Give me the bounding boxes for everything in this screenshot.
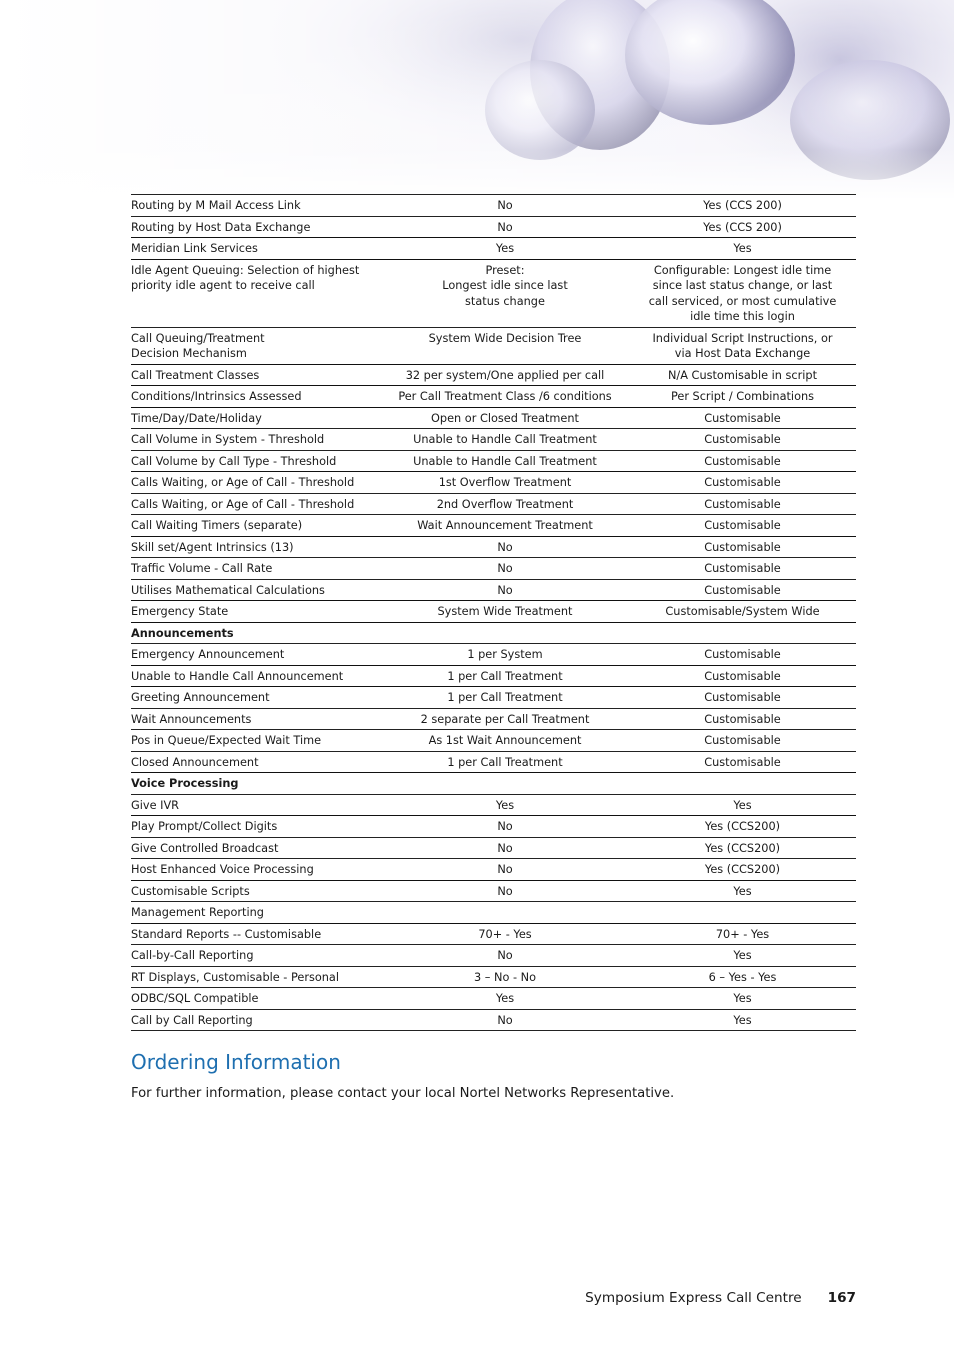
feature-cell-text: Call Volume in System - Threshold bbox=[131, 433, 325, 446]
express-cell bbox=[629, 687, 856, 709]
express-cell-text: Yes bbox=[733, 884, 752, 898]
standard-cell bbox=[381, 665, 629, 687]
ordering-heading: Ordering Information bbox=[131, 1050, 341, 1074]
table-row bbox=[131, 945, 856, 967]
express-cell bbox=[629, 923, 856, 945]
feature-cell bbox=[131, 665, 381, 687]
standard-cell bbox=[381, 708, 629, 730]
express-cell-text: Customisable bbox=[704, 691, 781, 704]
express-cell bbox=[629, 880, 856, 902]
standard-cell bbox=[381, 794, 629, 816]
standard-cell-text: No bbox=[497, 562, 513, 575]
express-cell bbox=[629, 816, 856, 838]
standard-cell-text: 2 separate per Call Treatment bbox=[420, 712, 590, 726]
feature-cell-text: Give Controlled Broadcast bbox=[131, 841, 279, 855]
standard-cell-text: Unable to Handle Call Treatment bbox=[413, 454, 597, 468]
feature-cell-text: Play Prompt/Collect Digits bbox=[131, 820, 278, 833]
feature-cell bbox=[131, 216, 381, 238]
table-row bbox=[131, 644, 856, 666]
table-row bbox=[131, 536, 856, 558]
table-row bbox=[131, 708, 856, 730]
feature-cell bbox=[131, 536, 381, 558]
standard-cell bbox=[381, 238, 629, 260]
table-row bbox=[131, 195, 856, 217]
express-cell-text: Customisable bbox=[704, 454, 781, 468]
standard-cell bbox=[381, 687, 629, 709]
standard-cell bbox=[381, 622, 629, 644]
express-cell-text: Customisable bbox=[704, 519, 781, 532]
feature-cell-text: Conditions/Intrinsics Assessed bbox=[131, 390, 302, 403]
express-cell bbox=[629, 773, 856, 795]
feature-cell-text: Call Treatment Classes bbox=[131, 368, 260, 382]
express-cell-text: Customisable/System Wide bbox=[665, 605, 820, 618]
table-row bbox=[131, 988, 856, 1010]
section-row bbox=[131, 773, 856, 795]
feature-cell bbox=[131, 558, 381, 580]
feature-cell-text: Emergency State bbox=[131, 605, 229, 618]
feature-cell-text: Time/Day/Date/Holiday bbox=[131, 411, 262, 425]
feature-cell-text: Standard Reports -- Customisable bbox=[131, 927, 322, 941]
footer-product-name: Symposium Express Call Centre bbox=[585, 1290, 802, 1306]
standard-cell bbox=[381, 988, 629, 1010]
express-cell bbox=[629, 386, 856, 408]
standard-cell bbox=[381, 1009, 629, 1031]
feature-cell-text: Pos in Queue/Expected Wait Time bbox=[131, 734, 322, 747]
feature-cell-text: Routing by M Mail Access Link bbox=[131, 199, 301, 212]
express-cell bbox=[629, 238, 856, 260]
express-cell-text: Customisable bbox=[704, 648, 781, 661]
standard-cell-text: 1 per Call Treatment bbox=[447, 691, 563, 704]
feature-cell bbox=[131, 794, 381, 816]
feature-cell bbox=[131, 644, 381, 666]
feature-cell-text: ODBC/SQL Compatible bbox=[131, 992, 259, 1005]
feature-cell-text: Greeting Announcement bbox=[131, 691, 270, 704]
feature-cell-text: Meridian Link Services bbox=[131, 242, 258, 255]
express-cell-text: Customisable bbox=[704, 755, 781, 769]
standard-cell-text: No bbox=[497, 583, 513, 597]
express-cell-text: Yes (CCS200) bbox=[704, 863, 781, 876]
express-cell bbox=[629, 472, 856, 494]
standard-cell-text: Wait Announcement Treatment bbox=[417, 519, 593, 532]
express-cell-text: Customisable bbox=[704, 669, 781, 683]
standard-cell bbox=[381, 730, 629, 752]
feature-cell-text: Announcements bbox=[131, 626, 234, 640]
table-row bbox=[131, 966, 856, 988]
feature-cell-text: Calls Waiting, or Age of Call - Threshold bbox=[131, 476, 355, 489]
express-cell bbox=[629, 327, 856, 364]
feature-cell bbox=[131, 472, 381, 494]
feature-cell-text: Unable to Handle Call Announcement bbox=[131, 669, 344, 683]
section-row bbox=[131, 622, 856, 644]
standard-cell bbox=[381, 966, 629, 988]
standard-cell-text: System Wide Decision Tree bbox=[428, 331, 582, 345]
feature-cell bbox=[131, 837, 381, 859]
feature-cell bbox=[131, 195, 381, 217]
express-cell bbox=[629, 966, 856, 988]
express-cell bbox=[629, 665, 856, 687]
feature-cell bbox=[131, 687, 381, 709]
express-cell-text: Yes (CCS200) bbox=[704, 820, 781, 833]
standard-cell-text: 1 per Call Treatment bbox=[447, 755, 563, 769]
standard-cell bbox=[381, 259, 629, 327]
express-cell-text: Customisable bbox=[704, 411, 781, 425]
standard-cell bbox=[381, 386, 629, 408]
standard-cell bbox=[381, 773, 629, 795]
standard-cell-text: No bbox=[497, 1013, 513, 1027]
feature-cell bbox=[131, 751, 381, 773]
express-cell bbox=[629, 708, 856, 730]
standard-cell bbox=[381, 216, 629, 238]
feature-cell bbox=[131, 259, 381, 327]
standard-cell bbox=[381, 195, 629, 217]
feature-cell bbox=[131, 945, 381, 967]
feature-cell-text: Traffic Volume - Call Rate bbox=[131, 562, 273, 575]
standard-cell-text: Yes bbox=[495, 242, 515, 255]
express-cell bbox=[629, 407, 856, 429]
table-row bbox=[131, 837, 856, 859]
table-row bbox=[131, 665, 856, 687]
standard-cell-text: No bbox=[497, 220, 513, 234]
standard-cell-text: No bbox=[497, 820, 513, 833]
table-row bbox=[131, 386, 856, 408]
feature-cell bbox=[131, 1009, 381, 1031]
standard-cell bbox=[381, 837, 629, 859]
express-cell-text: Yes bbox=[733, 242, 752, 255]
express-cell bbox=[629, 622, 856, 644]
standard-cell bbox=[381, 601, 629, 623]
express-cell bbox=[629, 493, 856, 515]
standard-cell-text: 1st Overflow Treatment bbox=[438, 476, 572, 489]
feature-cell bbox=[131, 966, 381, 988]
feature-cell bbox=[131, 730, 381, 752]
feature-cell bbox=[131, 988, 381, 1010]
feature-cell bbox=[131, 816, 381, 838]
express-cell-text: Customisable bbox=[704, 540, 781, 554]
feature-cell bbox=[131, 601, 381, 623]
header-photo bbox=[0, 0, 954, 200]
feature-cell-text: Wait Announcements bbox=[131, 712, 252, 726]
standard-cell bbox=[381, 429, 629, 451]
express-cell-text: Yes (CCS200) bbox=[704, 841, 781, 855]
standard-cell bbox=[381, 923, 629, 945]
standard-cell-text: No bbox=[497, 863, 513, 876]
standard-cell bbox=[381, 536, 629, 558]
feature-cell bbox=[131, 238, 381, 260]
feature-cell bbox=[131, 902, 381, 924]
table-row bbox=[131, 687, 856, 709]
table-row bbox=[131, 216, 856, 238]
feature-cell bbox=[131, 859, 381, 881]
table-row bbox=[131, 902, 856, 924]
table-row bbox=[131, 579, 856, 601]
express-cell bbox=[629, 1009, 856, 1031]
table-row bbox=[131, 238, 856, 260]
standard-cell-text: Yes bbox=[495, 798, 515, 812]
table-row bbox=[131, 429, 856, 451]
standard-cell-text: 32 per system/One applied per call bbox=[405, 368, 605, 382]
express-cell-text: Yes bbox=[733, 1013, 752, 1027]
feature-cell-text: Call-by-Call Reporting bbox=[131, 949, 254, 962]
feature-cell bbox=[131, 515, 381, 537]
feature-cell bbox=[131, 622, 381, 644]
standard-cell bbox=[381, 327, 629, 364]
table-row bbox=[131, 450, 856, 472]
table-row bbox=[131, 327, 856, 364]
feature-cell-text: Idle Agent Queuing: Selection of highest priority idle agent to receive call bbox=[131, 263, 360, 292]
standard-cell-text: No bbox=[497, 884, 513, 898]
standard-cell bbox=[381, 579, 629, 601]
standard-cell-text: No bbox=[497, 540, 513, 554]
express-cell bbox=[629, 751, 856, 773]
feature-cell-text: Call Waiting Timers (separate) bbox=[131, 519, 303, 532]
express-cell-text: Per Script / Combinations bbox=[670, 390, 815, 403]
express-cell bbox=[629, 579, 856, 601]
standard-cell bbox=[381, 816, 629, 838]
table-row bbox=[131, 259, 856, 327]
feature-cell bbox=[131, 773, 381, 795]
express-cell bbox=[629, 988, 856, 1010]
feature-cell-text: Call Volume by Call Type - Threshold bbox=[131, 454, 337, 468]
table-row bbox=[131, 493, 856, 515]
standard-cell-text: No bbox=[497, 841, 513, 855]
express-cell-text: Customisable bbox=[704, 734, 781, 747]
table-row bbox=[131, 923, 856, 945]
express-cell bbox=[629, 945, 856, 967]
express-cell-text: Customisable bbox=[704, 433, 781, 446]
page-number: 167 bbox=[827, 1290, 856, 1306]
feature-cell-text: Emergency Announcement bbox=[131, 648, 285, 661]
standard-cell-text: No bbox=[497, 949, 513, 962]
express-cell bbox=[629, 259, 856, 327]
standard-cell-text: Preset: Longest idle since last status change bbox=[442, 263, 568, 308]
standard-cell-text: 70+ - Yes bbox=[478, 927, 532, 941]
standard-cell bbox=[381, 644, 629, 666]
express-cell-text: Yes (CCS 200) bbox=[703, 220, 782, 234]
standard-cell-text: 3 – No - No bbox=[473, 970, 536, 984]
table-row bbox=[131, 730, 856, 752]
express-cell-text: N/A Customisable in script bbox=[667, 368, 818, 382]
express-cell bbox=[629, 730, 856, 752]
table-row bbox=[131, 515, 856, 537]
express-cell bbox=[629, 902, 856, 924]
feature-cell-text: Call Queuing/Treatment Decision Mechanism bbox=[131, 331, 265, 360]
table-row bbox=[131, 407, 856, 429]
express-cell-text: 6 – Yes - Yes bbox=[708, 970, 777, 984]
ordering-text: For further information, please contact your local Nortel Networks Representative. bbox=[131, 1086, 675, 1101]
feature-cell bbox=[131, 386, 381, 408]
feature-cell bbox=[131, 450, 381, 472]
table-row bbox=[131, 880, 856, 902]
feature-cell bbox=[131, 493, 381, 515]
express-cell bbox=[629, 837, 856, 859]
feature-cell-text: Calls Waiting, or Age of Call - Threshold bbox=[131, 497, 355, 511]
express-cell bbox=[629, 859, 856, 881]
feature-cell-text: RT Displays, Customisable - Personal bbox=[131, 970, 339, 984]
feature-cell-text: Closed Announcement bbox=[131, 755, 259, 769]
standard-cell-text: Per Call Treatment Class /6 conditions bbox=[398, 390, 612, 403]
feature-cell-text: Give IVR bbox=[131, 798, 180, 812]
table-row bbox=[131, 601, 856, 623]
express-cell-text: Yes (CCS 200) bbox=[703, 199, 782, 212]
express-cell-text: Customisable bbox=[704, 562, 781, 575]
standard-cell-text: Unable to Handle Call Treatment bbox=[413, 433, 597, 446]
express-cell bbox=[629, 429, 856, 451]
standard-cell-text: 1 per Call Treatment bbox=[447, 669, 563, 683]
express-cell-text: Configurable: Longest idle time since last status change, or last call serviced, or most cumulative idle time this login bbox=[648, 263, 837, 323]
feature-cell-text: Customisable Scripts bbox=[131, 884, 250, 898]
table-row bbox=[131, 816, 856, 838]
standard-cell bbox=[381, 945, 629, 967]
standard-cell bbox=[381, 751, 629, 773]
table-row bbox=[131, 472, 856, 494]
express-cell-text: 70+ - Yes bbox=[715, 927, 770, 941]
standard-cell bbox=[381, 364, 629, 386]
standard-cell-text: No bbox=[497, 199, 513, 212]
express-cell bbox=[629, 364, 856, 386]
table-body bbox=[131, 195, 856, 1031]
standard-cell bbox=[381, 472, 629, 494]
express-cell bbox=[629, 644, 856, 666]
feature-cell bbox=[131, 880, 381, 902]
feature-cell-text: Host Enhanced Voice Processing bbox=[131, 863, 314, 876]
standard-cell bbox=[381, 558, 629, 580]
feature-cell bbox=[131, 327, 381, 364]
table-row bbox=[131, 364, 856, 386]
feature-cell-text: Skill set/Agent Intrinsics (13) bbox=[131, 540, 294, 554]
express-cell bbox=[629, 558, 856, 580]
feature-cell-text: Call by Call Reporting bbox=[131, 1013, 253, 1027]
table-row bbox=[131, 751, 856, 773]
express-cell-text: Customisable bbox=[704, 497, 781, 511]
feature-cell-text: Routing by Host Data Exchange bbox=[131, 220, 311, 234]
feature-cell bbox=[131, 579, 381, 601]
express-cell-text: Individual Script Instructions, or via Host Data Exchange bbox=[652, 331, 833, 360]
table-row bbox=[131, 794, 856, 816]
page-footer bbox=[585, 1290, 856, 1306]
express-cell-text: Yes bbox=[733, 949, 752, 962]
express-cell bbox=[629, 450, 856, 472]
standard-cell bbox=[381, 902, 629, 924]
express-cell-text: Customisable bbox=[704, 476, 781, 489]
standard-cell-text: As 1st Wait Announcement bbox=[428, 734, 582, 747]
express-cell-text: Customisable bbox=[704, 583, 781, 597]
standard-cell bbox=[381, 859, 629, 881]
feature-cell bbox=[131, 923, 381, 945]
express-cell-text: Customisable bbox=[704, 712, 781, 726]
standard-cell-text: 1 per System bbox=[467, 648, 543, 661]
standard-cell bbox=[381, 450, 629, 472]
standard-cell bbox=[381, 515, 629, 537]
feature-cell-text: Management Reporting bbox=[131, 906, 264, 919]
standard-cell bbox=[381, 880, 629, 902]
feature-comparison-table bbox=[131, 194, 856, 1031]
express-cell-text: Yes bbox=[733, 992, 752, 1005]
standard-cell-text: System Wide Treatment bbox=[437, 605, 573, 618]
express-cell bbox=[629, 601, 856, 623]
express-cell bbox=[629, 515, 856, 537]
table-row bbox=[131, 859, 856, 881]
feature-cell bbox=[131, 407, 381, 429]
standard-cell-text: Yes bbox=[495, 992, 515, 1005]
express-cell bbox=[629, 216, 856, 238]
feature-cell bbox=[131, 429, 381, 451]
standard-cell-text: 2nd Overflow Treatment bbox=[436, 497, 574, 511]
table-row bbox=[131, 558, 856, 580]
standard-cell-text: Open or Closed Treatment bbox=[431, 411, 579, 425]
table-row bbox=[131, 1009, 856, 1031]
express-cell bbox=[629, 195, 856, 217]
feature-cell-text: Voice Processing bbox=[131, 777, 239, 790]
standard-cell bbox=[381, 407, 629, 429]
express-cell-text: Yes bbox=[733, 798, 752, 812]
express-cell bbox=[629, 794, 856, 816]
feature-cell bbox=[131, 364, 381, 386]
standard-cell bbox=[381, 493, 629, 515]
express-cell bbox=[629, 536, 856, 558]
feature-cell bbox=[131, 708, 381, 730]
feature-cell-text: Utilises Mathematical Calculations bbox=[131, 583, 325, 597]
